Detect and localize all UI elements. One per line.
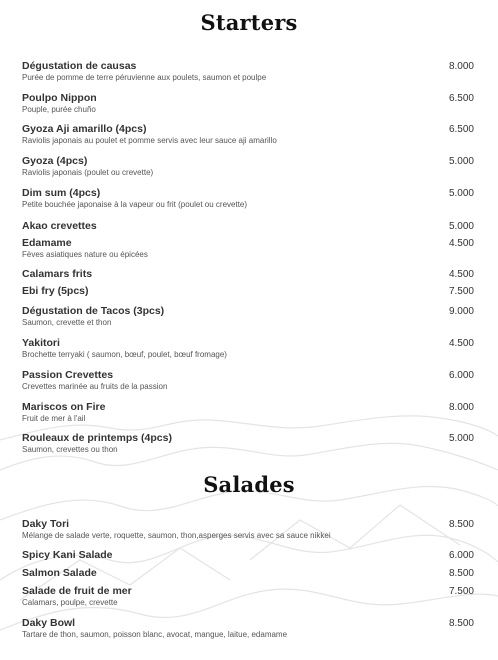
menu-item-row	[22, 337, 474, 349]
menu-item	[22, 337, 474, 359]
menu-item-row	[22, 518, 474, 530]
menu-item-description: Fruit de mer à l'ail	[22, 414, 86, 423]
menu-item-name: Edamame	[22, 237, 72, 249]
menu-item-name: Spicy Kani Salade	[22, 549, 113, 561]
menu-item-name: Calamars frits	[22, 268, 93, 280]
menu-item-description: Purée de pomme de terre péruvienne aux poulets, saumon et poulpe	[22, 73, 267, 82]
menu-item	[22, 187, 474, 209]
menu-item-name: Rouleaux de printemps (4pcs)	[22, 432, 172, 444]
menu-item-row	[22, 617, 474, 629]
starters-heading: Starters	[200, 10, 298, 35]
menu-item-price: 6.500	[448, 93, 474, 104]
menu-item-description: Fèves asiatiques nature ou épicées	[22, 250, 148, 259]
menu-item-name: Passion Crevettes	[22, 369, 114, 381]
menu-item-description: Brochette terryaki ( saumon, bœuf, poulet, bœuf fromage)	[22, 350, 227, 359]
menu-item-row	[22, 585, 474, 597]
menu-item-name: Mariscos on Fire	[22, 401, 106, 413]
menu-item-price: 5.000	[448, 188, 474, 199]
menu-item	[22, 305, 474, 327]
menu-item-price: 4.500	[448, 238, 474, 249]
menu-item	[22, 369, 474, 391]
menu-item-price: 5.000	[448, 221, 474, 232]
menu-item-row	[22, 305, 474, 317]
menu-item-price: 5.000	[448, 156, 474, 167]
menu-item-description: Tartare de thon, saumon, poisson blanc, avocat, mangue, laitue, edamame	[22, 630, 288, 639]
menu-item-row	[22, 549, 474, 561]
menu-item-row	[22, 567, 474, 579]
menu-item-row	[22, 285, 474, 297]
menu-item-name: Salmon Salade	[22, 567, 97, 579]
menu-item	[22, 92, 474, 114]
menu-item-row	[22, 268, 474, 280]
menu-item-row	[22, 237, 474, 249]
menu-item	[22, 285, 474, 297]
menu-item	[22, 60, 474, 82]
menu-item-price: 7.500	[448, 586, 474, 597]
menu-item	[22, 518, 474, 540]
menu-item-price: 5.000	[448, 433, 474, 444]
menu-item	[22, 268, 474, 280]
menu-item-price: 8.000	[448, 61, 474, 72]
menu-item-price: 8.000	[448, 402, 474, 413]
menu-item	[22, 567, 474, 579]
menu-item-name: Daky Tori	[22, 518, 70, 530]
menu-item-row	[22, 187, 474, 199]
menu-item-description: Raviolis japonais au poulet et pomme servis avec leur sauce aji amarillo	[22, 136, 277, 145]
menu-item-description: Petite bouchée japonaise à la vapeur ou frit (poulet ou crevette)	[22, 200, 248, 209]
menu-item-row	[22, 155, 474, 167]
menu-item-name: Gyoza Aji amarillo (4pcs)	[22, 123, 147, 135]
menu-item	[22, 123, 474, 145]
menu-item-price: 8.500	[448, 618, 474, 629]
menu-item-name: Dégustation de causas	[22, 60, 137, 72]
menu-item-description: Pouple, purée chuño	[22, 105, 96, 114]
menu-item-price: 6.000	[448, 550, 474, 561]
menu-item	[22, 237, 474, 259]
menu-item-row	[22, 369, 474, 381]
menu-item	[22, 617, 474, 639]
menu-item-name: Poulpo Nippon	[22, 92, 97, 104]
menu-item-price: 4.500	[448, 338, 474, 349]
menu-item	[22, 549, 474, 561]
menu-item-row	[22, 60, 474, 72]
menu-item-name: Gyoza (4pcs)	[22, 155, 88, 167]
menu-item-description: Crevettes marinée au fruits de la passion	[22, 382, 168, 391]
menu-item-name: Yakitori	[22, 337, 60, 349]
menu-item-description: Raviolis japonais (poulet ou crevette)	[22, 168, 154, 177]
menu-item-row	[22, 92, 474, 104]
menu-item-name: Dim sum (4pcs)	[22, 187, 101, 199]
menu-item	[22, 432, 474, 454]
menu-item-price: 8.500	[448, 568, 474, 579]
menu-item-price: 6.500	[448, 124, 474, 135]
menu-item-row	[22, 220, 474, 232]
menu-item-row	[22, 123, 474, 135]
menu-item	[22, 585, 474, 607]
menu-item	[22, 155, 474, 177]
menu-item-price: 6.000	[448, 370, 474, 381]
menu-item	[22, 401, 474, 423]
salades-heading: Salades	[203, 472, 295, 497]
menu-item	[22, 220, 474, 232]
menu-item-name: Dégustation de Tacos (3pcs)	[22, 305, 165, 317]
menu-item-description: Saumon, crevette et thon	[22, 318, 112, 327]
menu-item-description: Saumon, crevettes ou thon	[22, 445, 118, 454]
menu-item-price: 7.500	[448, 286, 474, 297]
menu-item-row	[22, 401, 474, 413]
menu-item-name: Ebi fry (5pcs)	[22, 285, 89, 297]
menu-item-price: 4.500	[448, 269, 474, 280]
menu-item-price: 9.000	[448, 306, 474, 317]
menu-item-row	[22, 432, 474, 444]
menu-item-description: Calamars, poulpe, crevette	[22, 598, 118, 607]
menu-item-name: Daky Bowl	[22, 617, 76, 629]
menu-item-name: Akao crevettes	[22, 220, 97, 232]
menu-item-description: Mélange de salade verte, roquette, saumon, thon,asperges servis avec sa sauce nikkei	[22, 531, 331, 540]
menu-item-name: Salade de fruit de mer	[22, 585, 132, 597]
menu-item-price: 8.500	[448, 519, 474, 530]
